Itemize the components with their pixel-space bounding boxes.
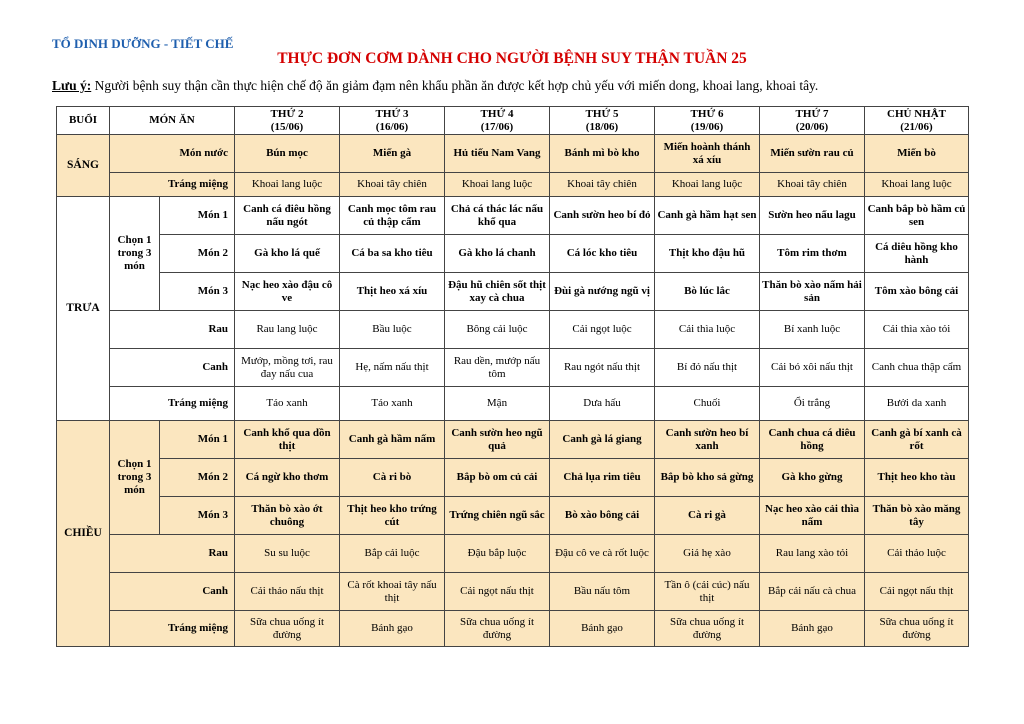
- menu-cell: Bún mọc: [235, 135, 340, 173]
- menu-cell: Bánh gạo: [760, 611, 865, 647]
- table-row: [57, 235, 969, 273]
- menu-cell: Canh chua cá diêu hồng: [760, 421, 865, 459]
- menu-cell: Gà kho lá quế: [235, 235, 340, 273]
- menu-cell: Sữa chua uống ít đường: [235, 611, 340, 647]
- col-day: CHỦ NHẬT (21/06): [865, 107, 969, 135]
- menu-cell: Thăn bò xào ớt chuông: [235, 497, 340, 535]
- menu-cell: Canh gà lá giang: [550, 421, 655, 459]
- menu-cell: Cà ri gà: [655, 497, 760, 535]
- menu-cell: Bắp bò kho sả gừng: [655, 459, 760, 497]
- menu-cell: Hủ tiếu Nam Vang: [445, 135, 550, 173]
- menu-cell: Bầu luộc: [340, 311, 445, 349]
- menu-cell: Sữa chua uống ít đường: [655, 611, 760, 647]
- col-day: THỨ 3 (16/06): [340, 107, 445, 135]
- menu-cell: Cải thảo nấu thịt: [235, 573, 340, 611]
- table-row: [57, 497, 969, 535]
- note: [52, 78, 818, 94]
- page-title: THỰC ĐƠN CƠM DÀNH CHO NGƯỜI BỆNH SUY THẬN TUẦN 25: [277, 50, 747, 67]
- menu-cell: Bò xào bông cải: [550, 497, 655, 535]
- table-row: [57, 273, 969, 311]
- menu-cell: Miến sườn rau củ: [760, 135, 865, 173]
- menu-cell: Khoai tây chiên: [550, 173, 655, 197]
- menu-cell: Chả lụa rim tiêu: [550, 459, 655, 497]
- row-label: Canh: [110, 573, 235, 611]
- menu-cell: Cải thìa luộc: [655, 311, 760, 349]
- menu-cell: Tôm xào bông cải: [865, 273, 969, 311]
- menu-cell: Gà kho lá chanh: [445, 235, 550, 273]
- menu-cell: Thịt kho đậu hũ: [655, 235, 760, 273]
- menu-cell: Cải thìa xào tỏi: [865, 311, 969, 349]
- menu-cell: Mận: [445, 387, 550, 421]
- note-text: Người bệnh suy thận cần thực hiện chế độ ăn giảm đạm nên khẩu phần ăn được kết hợp chủ yếu với miến dong, khoai lang, khoai tây.: [91, 78, 819, 93]
- row-label: Món 1: [160, 421, 235, 459]
- row-label: Món nước: [110, 135, 235, 173]
- menu-cell: Canh khổ qua dồn thịt: [235, 421, 340, 459]
- menu-cell: Trứng chiên ngũ sắc: [445, 497, 550, 535]
- row-label: Rau: [110, 535, 235, 573]
- menu-cell: Canh bắp bò hầm củ sen: [865, 197, 969, 235]
- col-day: THỨ 5 (18/06): [550, 107, 655, 135]
- table-row: [57, 311, 969, 349]
- menu-cell: Canh gà hầm nấm: [340, 421, 445, 459]
- menu-cell: Cải bó xôi nấu thịt: [760, 349, 865, 387]
- choose-one-label: Chọn 1 trong 3 món: [110, 197, 160, 311]
- menu-cell: Sữa chua uống ít đường: [865, 611, 969, 647]
- menu-cell: Su su luộc: [235, 535, 340, 573]
- menu-cell: Mướp, mồng tơi, rau đay nấu cua: [235, 349, 340, 387]
- menu-cell: Chả cá thác lác nấu khổ qua: [445, 197, 550, 235]
- table-row: [57, 535, 969, 573]
- row-label: Rau: [110, 311, 235, 349]
- menu-cell: Cải ngọt nấu thịt: [865, 573, 969, 611]
- menu-cell: Thịt heo xá xíu: [340, 273, 445, 311]
- table-row: [57, 197, 969, 235]
- table-row: [57, 459, 969, 497]
- menu-cell: Thăn bò xào nấm hải sản: [760, 273, 865, 311]
- row-label: Tráng miệng: [110, 173, 235, 197]
- col-day: THỨ 2 (15/06): [235, 107, 340, 135]
- table-row: [57, 573, 969, 611]
- menu-cell: Rau ngót nấu thịt: [550, 349, 655, 387]
- col-day: THỨ 7 (20/06): [760, 107, 865, 135]
- menu-cell: Canh mọc tôm rau củ thập cẩm: [340, 197, 445, 235]
- menu-cell: Canh gà bí xanh cà rốt: [865, 421, 969, 459]
- menu-cell: Thịt heo kho tàu: [865, 459, 969, 497]
- menu-cell: Rau lang luộc: [235, 311, 340, 349]
- menu-cell: Canh gà hầm hạt sen: [655, 197, 760, 235]
- menu-cell: Bắp cải nấu cà chua: [760, 573, 865, 611]
- menu-cell: Sườn heo nấu lagu: [760, 197, 865, 235]
- menu-cell: Đậu hũ chiên sốt thịt xay cà chua: [445, 273, 550, 311]
- menu-cell: Khoai lang luộc: [445, 173, 550, 197]
- table-row: [57, 611, 969, 647]
- col-day: THỨ 4 (17/06): [445, 107, 550, 135]
- table-row: [57, 421, 969, 459]
- col-buoi: BUỔI: [57, 107, 110, 135]
- menu-cell: Táo xanh: [340, 387, 445, 421]
- col-day: THỨ 6 (19/06): [655, 107, 760, 135]
- menu-cell: Canh cá điêu hồng nấu ngót: [235, 197, 340, 235]
- menu-cell: Thăn bò xào măng tây: [865, 497, 969, 535]
- menu-cell: Khoai tây chiên: [340, 173, 445, 197]
- menu-cell: Bắp cải luộc: [340, 535, 445, 573]
- menu-cell: Miến gà: [340, 135, 445, 173]
- menu-cell: Chuối: [655, 387, 760, 421]
- menu-cell: Cải thảo luộc: [865, 535, 969, 573]
- menu-cell: Cải ngọt luộc: [550, 311, 655, 349]
- menu-table: [56, 106, 969, 647]
- menu-cell: Canh sườn heo bí đỏ: [550, 197, 655, 235]
- menu-cell: Hẹ, nấm nấu thịt: [340, 349, 445, 387]
- menu-cell: Canh sườn heo bí xanh: [655, 421, 760, 459]
- row-label: Món 3: [160, 273, 235, 311]
- menu-cell: Cà ri bò: [340, 459, 445, 497]
- session-trua: TRƯA: [57, 197, 110, 421]
- menu-cell: Miến hoành thánh xá xíu: [655, 135, 760, 173]
- menu-cell: Bí đỏ nấu thịt: [655, 349, 760, 387]
- menu-cell: Đậu bắp luộc: [445, 535, 550, 573]
- menu-cell: Bông cải luộc: [445, 311, 550, 349]
- menu-cell: Đùi gà nướng ngũ vị: [550, 273, 655, 311]
- menu-cell: Cá ngừ kho thơm: [235, 459, 340, 497]
- header-row: [57, 107, 969, 135]
- row-label: Món 1: [160, 197, 235, 235]
- department-name: TỔ DINH DƯỠNG - TIẾT CHẾ: [52, 36, 234, 51]
- menu-cell: Cải ngọt nấu thịt: [445, 573, 550, 611]
- row-label: Tráng miệng: [110, 387, 235, 421]
- choose-one-label: Chọn 1 trong 3 món: [110, 421, 160, 535]
- menu-cell: Khoai lang luộc: [865, 173, 969, 197]
- row-label: Tráng miệng: [110, 611, 235, 647]
- menu-cell: Giá hẹ xào: [655, 535, 760, 573]
- menu-cell: Cà rốt khoai tây nấu thịt: [340, 573, 445, 611]
- menu-cell: Bánh mì bò kho: [550, 135, 655, 173]
- menu-cell: Ổi trắng: [760, 387, 865, 421]
- row-label: Món 3: [160, 497, 235, 535]
- row-label: Món 2: [160, 235, 235, 273]
- row-label: Canh: [110, 349, 235, 387]
- row-label: Món 2: [160, 459, 235, 497]
- menu-cell: Tần ô (cải cúc) nấu thịt: [655, 573, 760, 611]
- menu-cell: Khoai lang luộc: [655, 173, 760, 197]
- table-row: [57, 135, 969, 173]
- menu-cell: Bò lúc lắc: [655, 273, 760, 311]
- table-row: [57, 349, 969, 387]
- col-mon-an: MÓN ĂN: [110, 107, 235, 135]
- menu-cell: Bưởi da xanh: [865, 387, 969, 421]
- menu-cell: Bánh gạo: [340, 611, 445, 647]
- menu-cell: Miến bò: [865, 135, 969, 173]
- menu-cell: Bầu nấu tôm: [550, 573, 655, 611]
- menu-cell: Khoai tây chiên: [760, 173, 865, 197]
- menu-cell: Nạc heo xào cải thìa nấm: [760, 497, 865, 535]
- menu-cell: Bánh gạo: [550, 611, 655, 647]
- menu-cell: Bí xanh luộc: [760, 311, 865, 349]
- table-row: [57, 387, 969, 421]
- menu-cell: Rau dền, mướp nấu tôm: [445, 349, 550, 387]
- session-sang: SÁNG: [57, 135, 110, 197]
- menu-cell: Sữa chua uống ít đường: [445, 611, 550, 647]
- menu-cell: Cá diêu hồng kho hành: [865, 235, 969, 273]
- session-chieu: CHIỀU: [57, 421, 110, 647]
- table-row: [57, 173, 969, 197]
- menu-cell: Dưa hấu: [550, 387, 655, 421]
- menu-cell: Thịt heo kho trứng cút: [340, 497, 445, 535]
- menu-cell: Canh chua thập cẩm: [865, 349, 969, 387]
- menu-cell: Cá ba sa kho tiêu: [340, 235, 445, 273]
- menu-cell: Rau lang xào tỏi: [760, 535, 865, 573]
- menu-cell: Bắp bò om củ cải: [445, 459, 550, 497]
- menu-cell: Tôm rim thơm: [760, 235, 865, 273]
- menu-cell: Nạc heo xào đậu cô ve: [235, 273, 340, 311]
- menu-cell: Khoai lang luộc: [235, 173, 340, 197]
- menu-cell: Canh sườn heo ngũ quả: [445, 421, 550, 459]
- menu-cell: Đậu cô ve cà rốt luộc: [550, 535, 655, 573]
- menu-cell: Gà kho gừng: [760, 459, 865, 497]
- menu-cell: Cá lóc kho tiêu: [550, 235, 655, 273]
- note-label: Lưu ý:: [52, 78, 92, 93]
- menu-cell: Táo xanh: [235, 387, 340, 421]
